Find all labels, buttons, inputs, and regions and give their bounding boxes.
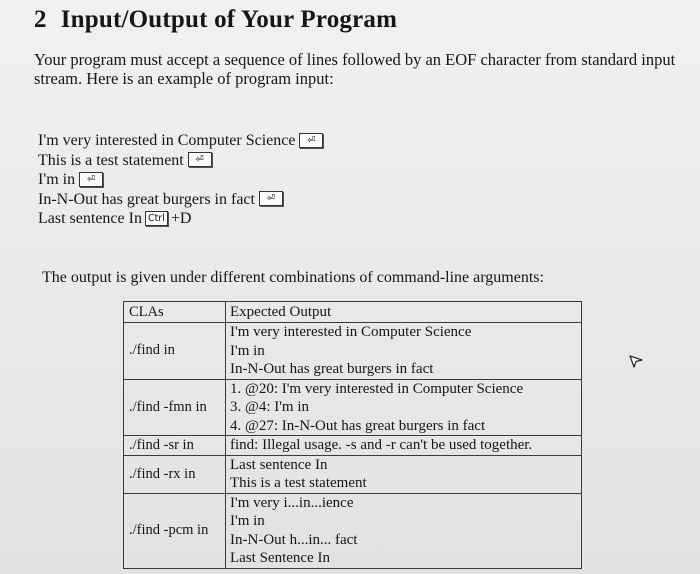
section-heading	[34, 6, 397, 34]
cla-cell: ./find -fmn in	[124, 379, 226, 436]
table-row	[124, 493, 582, 568]
intro-paragraph: Your program must accept a sequence of lines followed by an EOF character from standard input stream. Here is an example of program input:	[34, 50, 676, 88]
input-line: I'm very interested in Computer Science ⏎	[38, 131, 323, 151]
output-cell: Last sentence In This is a test statement	[226, 455, 582, 493]
output-table	[123, 301, 582, 569]
output-cell: find: Illegal usage. -s and -r can't be used together.	[226, 436, 582, 456]
input-example	[38, 131, 323, 229]
table-header-clas: CLAs	[124, 302, 226, 323]
output-cell: I'm very i...in...ience I'm in In-N-Out h...in... fact Last Sentence In	[226, 493, 582, 568]
table-header-expected-output: Expected Output	[226, 302, 582, 323]
input-line-last: Last sentence In Ctrl +D	[38, 210, 192, 227]
section-number: 2	[34, 6, 47, 33]
table-row	[124, 455, 582, 493]
table-row	[124, 436, 582, 456]
output-cell: 1. @20: I'm very interested in Computer Science 3. @4: I'm in 4. @27: In-N-Out has great burgers in fact	[226, 379, 582, 436]
cla-cell: ./find -pcm in	[124, 493, 226, 568]
section-title: Input/Output of Your Program	[60, 6, 398, 33]
ctrl-key-icon: Ctrl	[145, 211, 168, 226]
output-intro: The output is given under different combinations of command-line arguments:	[42, 269, 544, 286]
input-line: I'm in ⏎	[38, 170, 323, 190]
table-row	[124, 379, 582, 436]
table-row	[124, 323, 582, 380]
input-line: This is a test statement ⏎	[38, 151, 323, 171]
enter-key-icon: ⏎	[259, 191, 283, 206]
enter-key-icon: ⏎	[79, 172, 103, 187]
cla-cell: ./find in	[124, 323, 226, 380]
enter-key-icon: ⏎	[299, 133, 323, 148]
cla-cell: ./find -sr in	[124, 436, 226, 456]
cla-cell: ./find -rx in	[124, 455, 226, 493]
output-cell: I'm very interested in Computer Science I'm in In-N-Out has great burgers in fact	[226, 323, 582, 380]
mouse-cursor-icon	[628, 352, 644, 368]
table-header-row	[124, 302, 582, 323]
input-line: In-N-Out has great burgers in fact ⏎	[38, 190, 323, 210]
enter-key-icon: ⏎	[188, 152, 212, 167]
ctrl-suffix: +D	[170, 210, 192, 227]
